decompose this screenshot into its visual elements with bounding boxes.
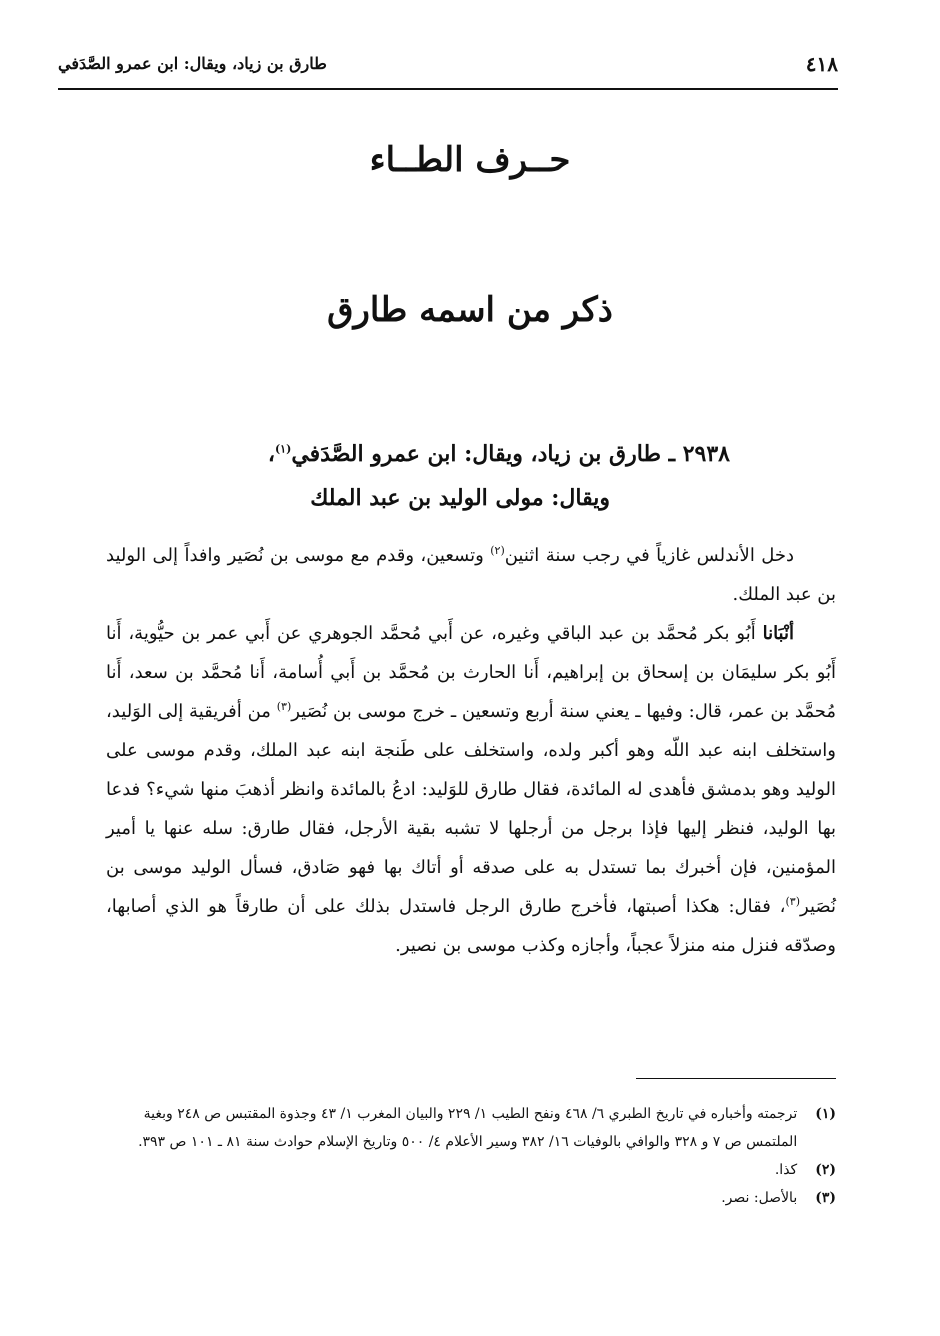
footnote-ref-2: (٢) — [490, 544, 505, 557]
footnote-number: (٢) — [815, 1162, 836, 1178]
footnote-number: (١) — [815, 1106, 836, 1122]
running-head — [58, 48, 838, 90]
footnote-separator — [636, 1078, 836, 1079]
paragraph-1-part1: دخل الأندلس غازياً في رجب سنة اثنين — [504, 545, 794, 566]
footnote-number: (٣) — [815, 1190, 836, 1206]
running-head-title: طارق بن زياد، ويقال: ابن عمرو الصَّدَفي — [58, 54, 327, 73]
entry-heading-line2: ويقال: مولى الوليد بن عبد الملك — [310, 485, 610, 511]
footnote-ref-3b: (٣) — [785, 895, 801, 908]
footnote-2 — [106, 1156, 836, 1184]
paragraph-2 — [106, 614, 836, 965]
footnote-ref-1: (١) — [274, 442, 292, 456]
paragraph-2-part2: من أفريقية إلى الوَليد، واستخلف ابنه عبد اللّه وهو أكبر ولده، واستخلف على طَنجة ابنه عبد الملك، وقدم موسى على الوليد وهو بدمشق فأهدى له المائدة، فقال طارق للوَليد: ادعُ بالمائدة وانظر أذهبَ منها شيء؟ فدعا بها الوليد، فنظر إليها فإذا برجل من أرجلها لا تشبه بقية الأرجل، فقال طارق: سله عنها يا أمير المؤمنين، فإن أخبرك بما تستدل به على صدقه أو أتاك بها فهو صَادق، فسأل الوليد موسى بن نُصَير — [106, 701, 836, 917]
entry-heading-line1 — [170, 432, 730, 476]
footnote-text: بالأصل: نصر. — [721, 1190, 798, 1206]
chapter-title: حــرف الطــاء — [369, 140, 571, 180]
paragraph-2-part3: ، فقال: هكذا أصبتها، فأخرج طارق الرجل فاستدل بذلك على أن طارقاً هو الذي أصابها، وصدّقه فنزل منه منزلاً عجباً، وأجازه وكذب موسى بن نصير. — [106, 896, 836, 956]
paragraph-1 — [106, 536, 836, 614]
entry-heading — [170, 432, 730, 520]
paragraph-1-part2: وتسعين، وقدم مع موسى بن نُصَير وافداً إلى الوليد بن عبد الملك. — [106, 545, 836, 605]
paragraph-2-lead: أنْبَانا — [762, 623, 794, 644]
footnote-text: كذا. — [774, 1162, 798, 1178]
body-text — [106, 536, 836, 965]
footnote-1 — [106, 1100, 836, 1156]
footnotes — [106, 1100, 836, 1212]
page-number: ٤١٨ — [805, 52, 838, 76]
paragraph-2-part1: أَبُو بكر مُحمَّد بن عبد الباقي وغيره، عن أَبي مُحمَّد الجوهري عن أَبي عمر بن حيُّوية، أَنا أَبُو بكر سليمَان بن إسحاق بن إبراهيم، أَنا الحارث بن مُحمَّد بن أَبي أُسامة، أَنا مُحمَّد بن سعد، أَنا مُحمَّد بن عمر، قال: وفيها ـ يعني سنة أربع وتسعين ـ خرج موسى بن نُصَير — [106, 623, 836, 722]
entry-heading-text: ٢٩٣٨ ـ طارق بن زياد، ويقال: ابن عمرو الصَّدَفي — [291, 441, 730, 467]
footnote-text: ترجمته وأخباره في تاريخ الطبري ٦/ ٤٦٨ ونفح الطيب ١/ ٢٢٩ والبيان المغرب ١/ ٤٣ وجذوة المقتبس ص ٢٤٨ وبغية الملتمس ص ٧ و ٣٢٨ والوافي بالوفيات ١٦/ ٣٨٢ وسير الأعلام ٤/ ٥٠٠ وتاريخ الإسلام حوادث سنة ٨١ ـ ١٠١ ص ٣٩٣. — [138, 1106, 798, 1150]
footnote-3 — [106, 1184, 836, 1212]
entry-heading-comma: ، — [267, 441, 275, 467]
section-title: ذكر من اسمه طارق — [327, 290, 613, 330]
footnote-ref-3: (٣) — [276, 700, 292, 713]
